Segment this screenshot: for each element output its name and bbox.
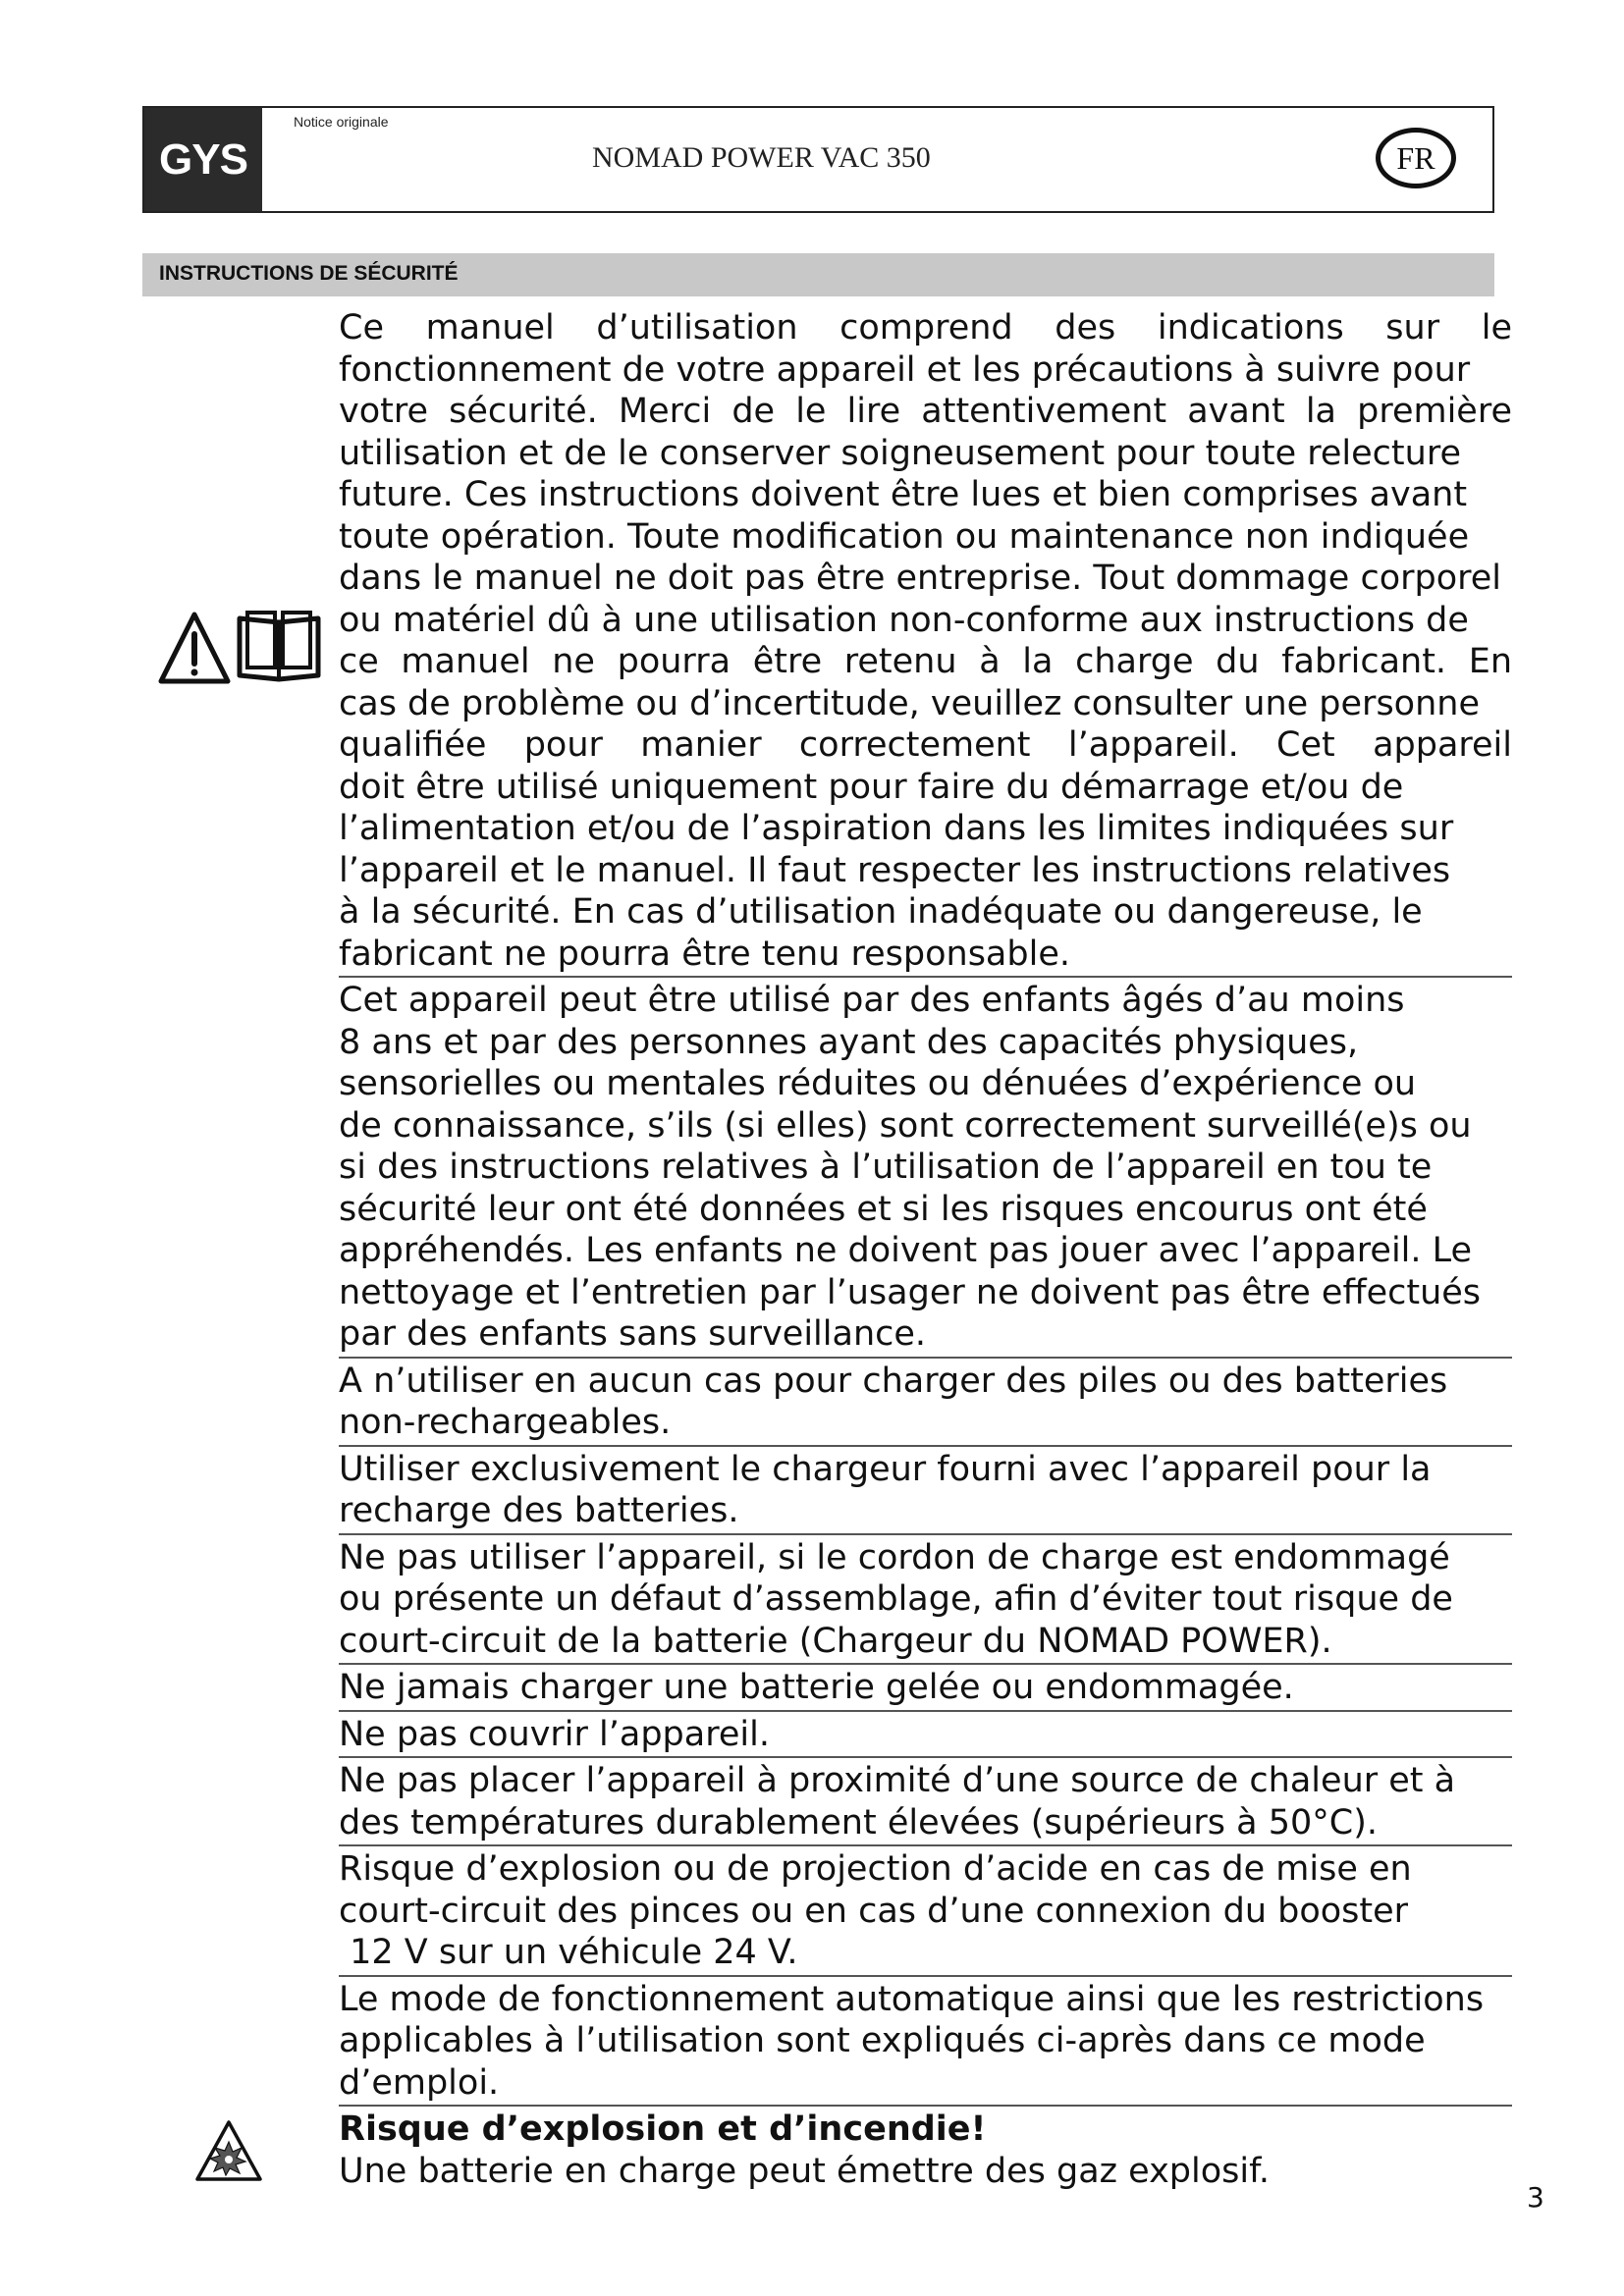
paragraph-line: recharge des batteries. xyxy=(339,1491,739,1530)
paragraph-line: A n’utiliser en aucun cas pour charger des piles ou des batteries xyxy=(339,1361,1448,1401)
paragraph-line: qualifiée pour manier correctement l’appareil. Cet appareil xyxy=(339,725,1512,765)
paragraph-line: dans le manuel ne doit pas être entreprise. Tout dommage corporel xyxy=(339,559,1502,598)
paragraph-line: appréhendés. Les enfants ne doivent pas jouer avec l’appareil. Le xyxy=(339,1231,1473,1270)
paragraph-line: Cet appareil peut être utilisé par des enfants âgés d’au moins xyxy=(339,981,1405,1020)
paragraph-line: non-rechargeables. xyxy=(339,1403,672,1442)
paragraph-line: l’appareil et le manuel. Il faut respecter les instructions relatives xyxy=(339,850,1451,890)
document-title: NOMAD POWER VAC 350 xyxy=(592,141,931,174)
paragraph-line: des températures durablement élevées (supérieurs à 50°C). xyxy=(339,1802,1378,1842)
paragraph-line: court-circuit de la batterie (Chargeur du NOMAD POWER). xyxy=(339,1621,1332,1661)
safety-paragraph xyxy=(339,1714,1512,1759)
paragraph-line: l’alimentation et/ou de l’aspiration dans les limites indiquées sur xyxy=(339,809,1454,848)
notice-label: Notice originale xyxy=(294,114,389,130)
paragraph-line: Le mode de fonctionnement automatique ainsi que les restrictions xyxy=(339,1979,1485,2019)
paragraph-line: ou matériel dû à une utilisation non-conforme aux instructions de xyxy=(339,600,1469,640)
paragraph-line: future. Ces instructions doivent être lues et bien comprises avant xyxy=(339,475,1468,514)
paragraph-line: à la sécurité. En cas d’utilisation inadéquate ou dangereuse, le xyxy=(339,892,1423,932)
paragraph-line: ce manuel ne pourra être retenu à la charge du fabricant. En xyxy=(339,642,1512,681)
paragraph-line: 8 ans et par des personnes ayant des capacités physiques, xyxy=(339,1022,1359,1062)
document-header xyxy=(142,106,1494,213)
language-badge: FR xyxy=(1376,128,1456,188)
paragraph-line: cas de problème ou d’incertitude, veuillez consulter une personne xyxy=(339,683,1480,723)
safety-paragraph xyxy=(339,1979,1512,2108)
paragraph-line: Ne jamais charger une batterie gelée ou endommagée. xyxy=(339,1668,1294,1707)
paragraph-line: utilisation et de le conserver soigneusement pour toute relecture xyxy=(339,433,1461,473)
paragraph-line: court-circuit des pinces ou en cas d’une connexion du booster xyxy=(339,1891,1409,1931)
paragraph-line: ou présente un défaut d’assemblage, afin d’éviter tout risque de xyxy=(339,1579,1453,1619)
safety-paragraph xyxy=(339,1361,1512,1447)
safety-paragraph xyxy=(339,980,1512,1359)
paragraph-line: sécurité leur ont été données et si les risques encourus ont été xyxy=(339,1189,1428,1229)
paragraph-line: de connaissance, s’ils (si elles) sont correctement surveillé(e)s ou xyxy=(339,1105,1472,1146)
paragraph-line: votre sécurité. Merci de le lire attentivement avant la première xyxy=(339,392,1512,431)
safety-paragraph xyxy=(339,1848,1512,1977)
safety-paragraph xyxy=(339,307,1512,978)
paragraph-line: fonctionnement de votre appareil et les précautions à suivre pour xyxy=(339,349,1471,390)
paragraph-line: Ce manuel d’utilisation comprend des indications sur le xyxy=(339,308,1512,347)
paragraph-line: sensorielles ou mentales réduites ou dénuées d’expérience ou xyxy=(339,1064,1417,1103)
paragraph-line: Utiliser exclusivement le chargeur fourni avec l’appareil pour la xyxy=(339,1449,1432,1489)
paragraph-line: Ne pas placer l’appareil à proximité d’une source de chaleur et à xyxy=(339,1761,1456,1800)
paragraph-line: toute opération. Toute modification ou maintenance non indiquée xyxy=(339,516,1470,557)
safety-instructions xyxy=(339,307,1512,2195)
paragraph-line: Risque d’explosion ou de projection d’acide en cas de mise en xyxy=(339,1849,1412,1889)
warning-and-manual-icon xyxy=(157,609,322,687)
safety-paragraph xyxy=(339,1537,1512,1666)
explosion-risk-heading: Risque d’explosion et d’incendie! xyxy=(339,2109,987,2149)
explosion-risk-section xyxy=(339,2109,1512,2193)
paragraph-line: si des instructions relatives à l’utilisation de l’appareil en tou te xyxy=(339,1148,1433,1187)
section-header-bar xyxy=(142,253,1494,296)
section-title: INSTRUCTIONS DE SÉCURITÉ xyxy=(159,262,459,285)
safety-paragraph xyxy=(339,1667,1512,1712)
safety-paragraph xyxy=(339,1760,1512,1846)
explosion-risk-text: Une batterie en charge peut émettre des gaz explosif. xyxy=(339,2151,1271,2191)
paragraph-line: Ne pas utiliser l’appareil, si le cordon de charge est endommagé xyxy=(339,1537,1450,1577)
safety-paragraph xyxy=(339,1449,1512,1535)
paragraph-line: applicables à l’utilisation sont expliqués ci-après dans ce mode xyxy=(339,2021,1426,2060)
paragraph-line: Ne pas couvrir l’appareil. xyxy=(339,1714,770,1754)
paragraph-line: 12 V sur un véhicule 24 V. xyxy=(339,1933,798,1972)
paragraph-line: nettoyage et l’entretien par l’usager ne doivent pas être effectués xyxy=(339,1272,1482,1312)
paragraph-line: d’emploi. xyxy=(339,2062,500,2103)
page-number: 3 xyxy=(1527,2181,1544,2214)
paragraph-line: doit être utilisé uniquement pour faire du démarrage et/ou de xyxy=(339,767,1404,807)
explosion-warning-icon xyxy=(194,2118,263,2183)
paragraph-line: par des enfants sans surveillance. xyxy=(339,1314,927,1354)
paragraph-line: fabricant ne pourra être tenu responsable. xyxy=(339,934,1070,974)
gys-logo: GYS xyxy=(144,108,262,211)
